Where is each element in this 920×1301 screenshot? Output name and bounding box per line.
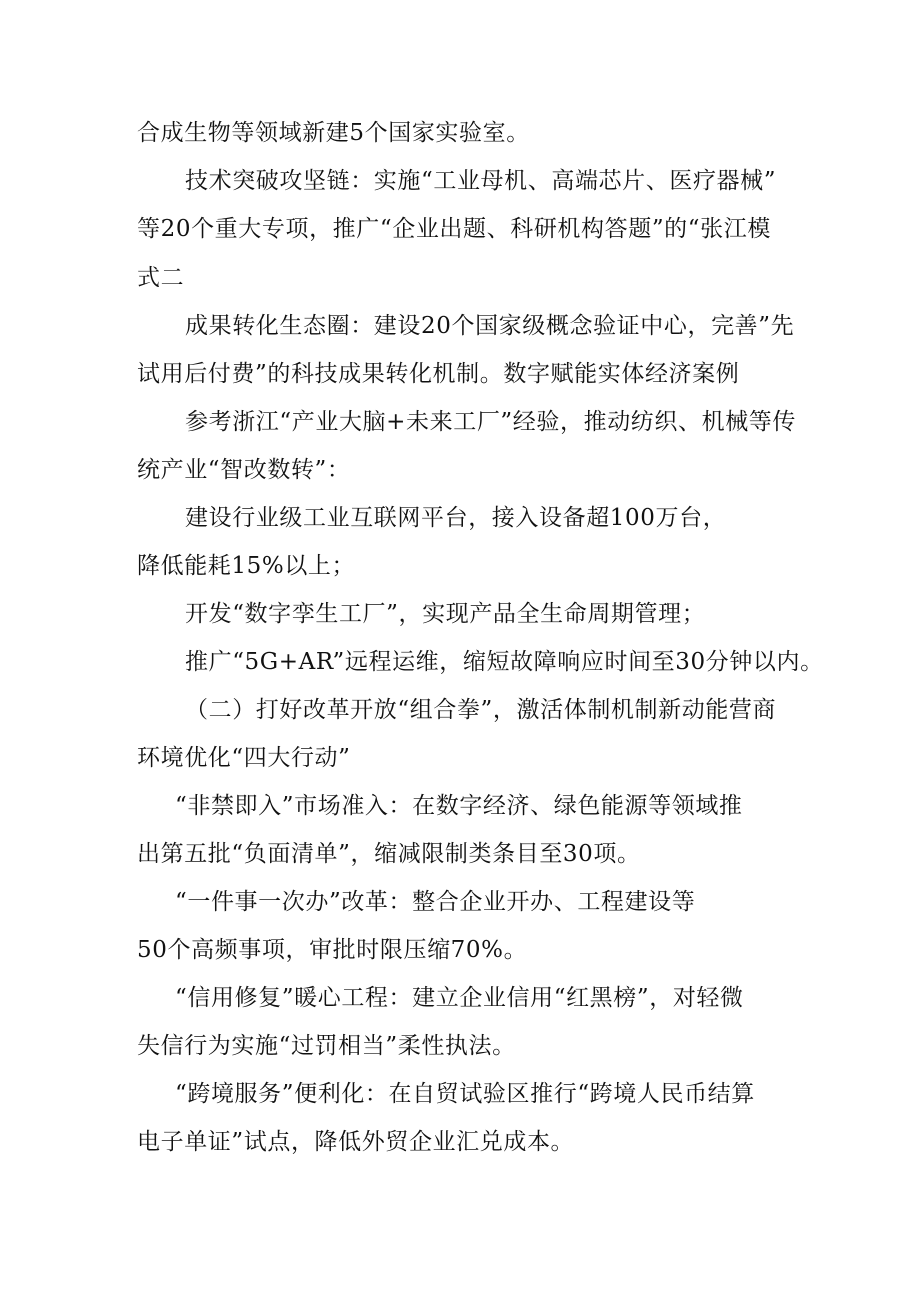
text-line: 统产业“智改数转”：: [137, 457, 351, 483]
text-line: “信用修复”暖心工程：建立企业信用“红黑榜”，对轻微: [175, 985, 744, 1011]
section-heading: （二）打好改革开放“组合拳”，激活体制机制新动能营商: [185, 697, 777, 723]
text-line: 式二: [137, 265, 185, 291]
text-line: “一件事一次办”改革：整合企业开办、工程建设等: [175, 889, 696, 915]
text-line: 建设行业级工业互联网平台，接入设备超100万台，: [185, 505, 727, 531]
text-line: 技术突破攻坚链：实施“工业母机、高端芯片、医疗器械”: [185, 168, 777, 194]
text-line: 开发“数字孪生工厂”，实现产品全生命周期管理；: [185, 601, 706, 627]
text-line: 降低能耗15%以上；: [137, 553, 356, 579]
text-line: 合成生物等领域新建5个国家实验室。: [137, 120, 530, 146]
text-line: 参考浙江“产业大脑+未来工厂”经验，推动纺织、机械等传: [185, 409, 796, 435]
text-line: “非禁即入”市场准入：在数字经济、绿色能源等领域推: [175, 793, 743, 819]
text-line: 电子单证”试点，降低外贸企业汇兑成本。: [137, 1129, 575, 1155]
text-line: 出第五批“负面清单”，缩减限制类条目至30项。: [137, 841, 641, 867]
text-line: 失信行为实施“过罚相当”柔性执法。: [137, 1033, 516, 1059]
text-line: 50个高频事项，审批时限压缩70%。: [137, 937, 528, 963]
text-line: 试用后付费”的科技成果转化机制。数字赋能实体经济案例: [137, 361, 740, 387]
text-line: 等20个重大专项，推广“企业出题、科研机构答题”的“张江模: [137, 216, 771, 242]
text-line: 成果转化生态圈：建设20个国家级概念验证中心，完善”先: [185, 313, 795, 339]
text-line: “跨境服务”便利化：在自贸试验区推行“跨境人民币结算: [175, 1081, 755, 1107]
section-heading-continued: 环境优化“四大行动”: [137, 745, 351, 771]
text-line: 推广“5G+AR”远程运维，缩短故障响应时间至30分钟以内。: [185, 649, 824, 675]
